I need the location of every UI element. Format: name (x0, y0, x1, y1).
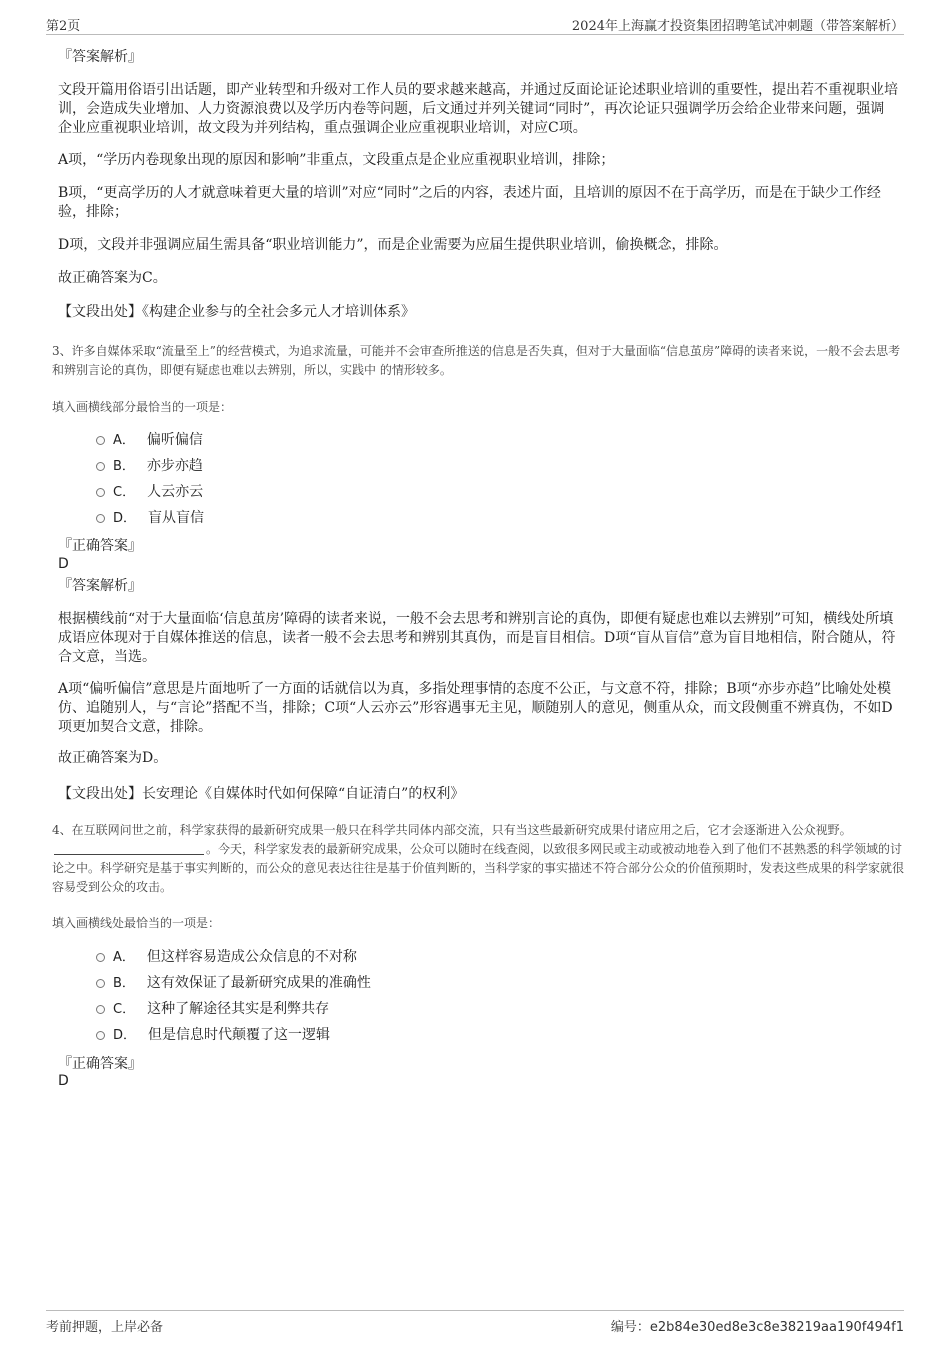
q3-option-a[interactable] (96, 431, 203, 450)
q3-conclusion: 故正确答案为D。 (58, 750, 168, 766)
option-text: 人云亦云 (147, 484, 204, 500)
option-letter: B． (113, 976, 135, 991)
q3-prompt: 填入画横线部分最恰当的一项是： (52, 400, 233, 414)
q4-option-b[interactable] (96, 974, 371, 993)
radio-icon[interactable] (96, 953, 105, 962)
footer-slogan: 考前押题，上岸必备 (46, 1320, 164, 1335)
page-number: 第2页 (46, 19, 81, 34)
q2-analysis-paragraph-1: 文段开篇用俗语引出话题，即产业转型和升级对工作人员的要求越来越高，并通过反面论证论述职业培训的重要性，提出若不重视职业培训，会造成失业增加、人力资源浪费以及学历内卷等问题，后文通过并列关键词“同时”，再次论证只强调学历会给企业带来问题，强调企业应重视职业培训，故文段为并列结构，重点强调企业应重视职业培训，对应C项。 (58, 82, 898, 136)
q3-source: 【文段出处】长安理论《自媒体时代如何保障“自证清白”的权利》 (58, 786, 465, 802)
q3-correct-answer: D (58, 556, 69, 572)
option-letter: C． (113, 485, 136, 500)
radio-icon[interactable] (96, 979, 105, 988)
option-letter: C． (113, 1002, 136, 1017)
q4-stem (52, 821, 904, 897)
option-text: 这种了解途径其实是利弊共存 (147, 1001, 330, 1017)
q3-analysis-paragraph-1: 根据横线前“对于大量面临‘信息茧房’障碍的读者来说，一般不会去思考和辨别言论的真伪，即便有疑虑也难以去辨别”可知，横线处所填成语应体现对于自媒体推送的信息，读者一般不会去思考和辨别其真伪，而是盲目相信。D项“盲从盲信”意为盲目地相信，附合随从，符合文意，当选。 (58, 611, 896, 665)
option-letter: D． (113, 1028, 137, 1043)
radio-icon[interactable] (96, 1005, 105, 1014)
radio-icon[interactable] (96, 1031, 105, 1040)
code-value: e2b84e30ed8e3c8e38219aa190f494f1 (649, 1320, 904, 1335)
radio-icon[interactable] (96, 488, 105, 497)
q4-stem-before: 4、在互联网问世之前，科学家获得的最新研究成果一般只在科学共同体内部交流，只有当这些最新研究成果付诸应用之后，它才会逐渐进入公众视野。 (52, 823, 852, 837)
q3-option-b[interactable] (96, 457, 203, 476)
q2-source: 【文段出处】《构建企业参与的全社会多元人才培训体系》 (58, 304, 415, 320)
q2-analysis-paragraph-3: B项，“更高学历的人才就意味着更大量的培训”对应“同时”之后的内容，表述片面，且培训的原因不在于高学历，而是在于缺少工作经验，排除； (58, 185, 881, 220)
q3-analysis-heading: 『答案解析』 (58, 578, 142, 594)
option-text: 这有效保证了最新研究成果的准确性 (146, 975, 371, 991)
q4-correct-answer: D (58, 1073, 69, 1089)
radio-icon[interactable] (96, 436, 105, 445)
document-code (611, 1316, 904, 1335)
option-letter: A． (113, 950, 135, 965)
q4-option-d[interactable] (96, 1026, 330, 1045)
q2-analysis-heading: 『答案解析』 (58, 49, 142, 65)
option-letter: B． (113, 459, 135, 474)
option-text: 盲从盲信 (148, 510, 205, 526)
q4-correct-heading: 『正确答案』 (58, 1056, 142, 1072)
q3-correct-heading: 『正确答案』 (58, 538, 142, 554)
q3-option-c[interactable] (96, 483, 203, 502)
option-letter: D． (113, 511, 137, 526)
option-text: 但这样容易造成公众信息的不对称 (146, 949, 357, 965)
option-text: 亦步亦趋 (146, 458, 203, 474)
document-title: 2024年上海赢才投资集团招聘笔试冲刺题（带答案解析） (571, 19, 904, 34)
q3-analysis-paragraph-2: A项“偏听偏信”意思是片面地听了一方面的话就信以为真，多指处理事情的态度不公正，与文意不符，排除；B项“亦步亦趋”比喻处处模仿、追随别人，与“言论”搭配不当，排除；C项“人云亦云”形容遇事无主见，顺随别人的意见，侧重从众，而文段侧重不辨真伪，不如D项更加契合文意，排除。 (58, 681, 893, 735)
radio-icon[interactable] (96, 514, 105, 523)
fill-blank (54, 842, 204, 855)
q3-stem: 3、许多自媒体采取“流量至上”的经营模式，为追求流量，可能并不会审查所推送的信息是否失真，但对于大量面临“信息茧房”障碍的读者来说，一般不会去思考和辨别言论的真伪，即便有疑虑也难以去辨别，所以，实践中 的情形较多。 (52, 344, 901, 377)
option-text: 但是信息时代颠覆了这一逻辑 (148, 1027, 331, 1043)
q2-analysis-paragraph-4: D项，文段并非强调应届生需具备“职业培训能力”，而是企业需要为应届生提供职业培训，偷换概念，排除。 (58, 237, 728, 253)
option-letter: A． (113, 433, 135, 448)
q3-option-d[interactable] (96, 509, 204, 528)
radio-icon[interactable] (96, 462, 105, 471)
page-header (46, 12, 904, 35)
code-label: 编号： (610, 1320, 650, 1335)
q4-stem-after: 。今天，科学家发表的最新研究成果，公众可以随时在线查阅，以致很多网民或主动或被动地卷入到了他们不甚熟悉的科学领域的讨论之中。科学研究是基于事实判断的，而公众的意见表达往往是基于价值判断的，当科学家的事实描述不符合部分公众的价值预期时，发表这些成果的科学家就很容易受到公众的攻击。 (52, 842, 905, 894)
page-footer (46, 1310, 904, 1337)
q2-analysis-paragraph-2: A项，“学历内卷现象出现的原因和影响”非重点，文段重点是企业应重视职业培训，排除； (58, 152, 615, 168)
q4-option-a[interactable] (96, 948, 357, 967)
option-text: 偏听偏信 (146, 432, 203, 448)
q4-option-c[interactable] (96, 1000, 329, 1019)
q4-prompt: 填入画横线处最恰当的一项是： (52, 916, 221, 930)
q2-conclusion: 故正确答案为C。 (58, 270, 167, 286)
